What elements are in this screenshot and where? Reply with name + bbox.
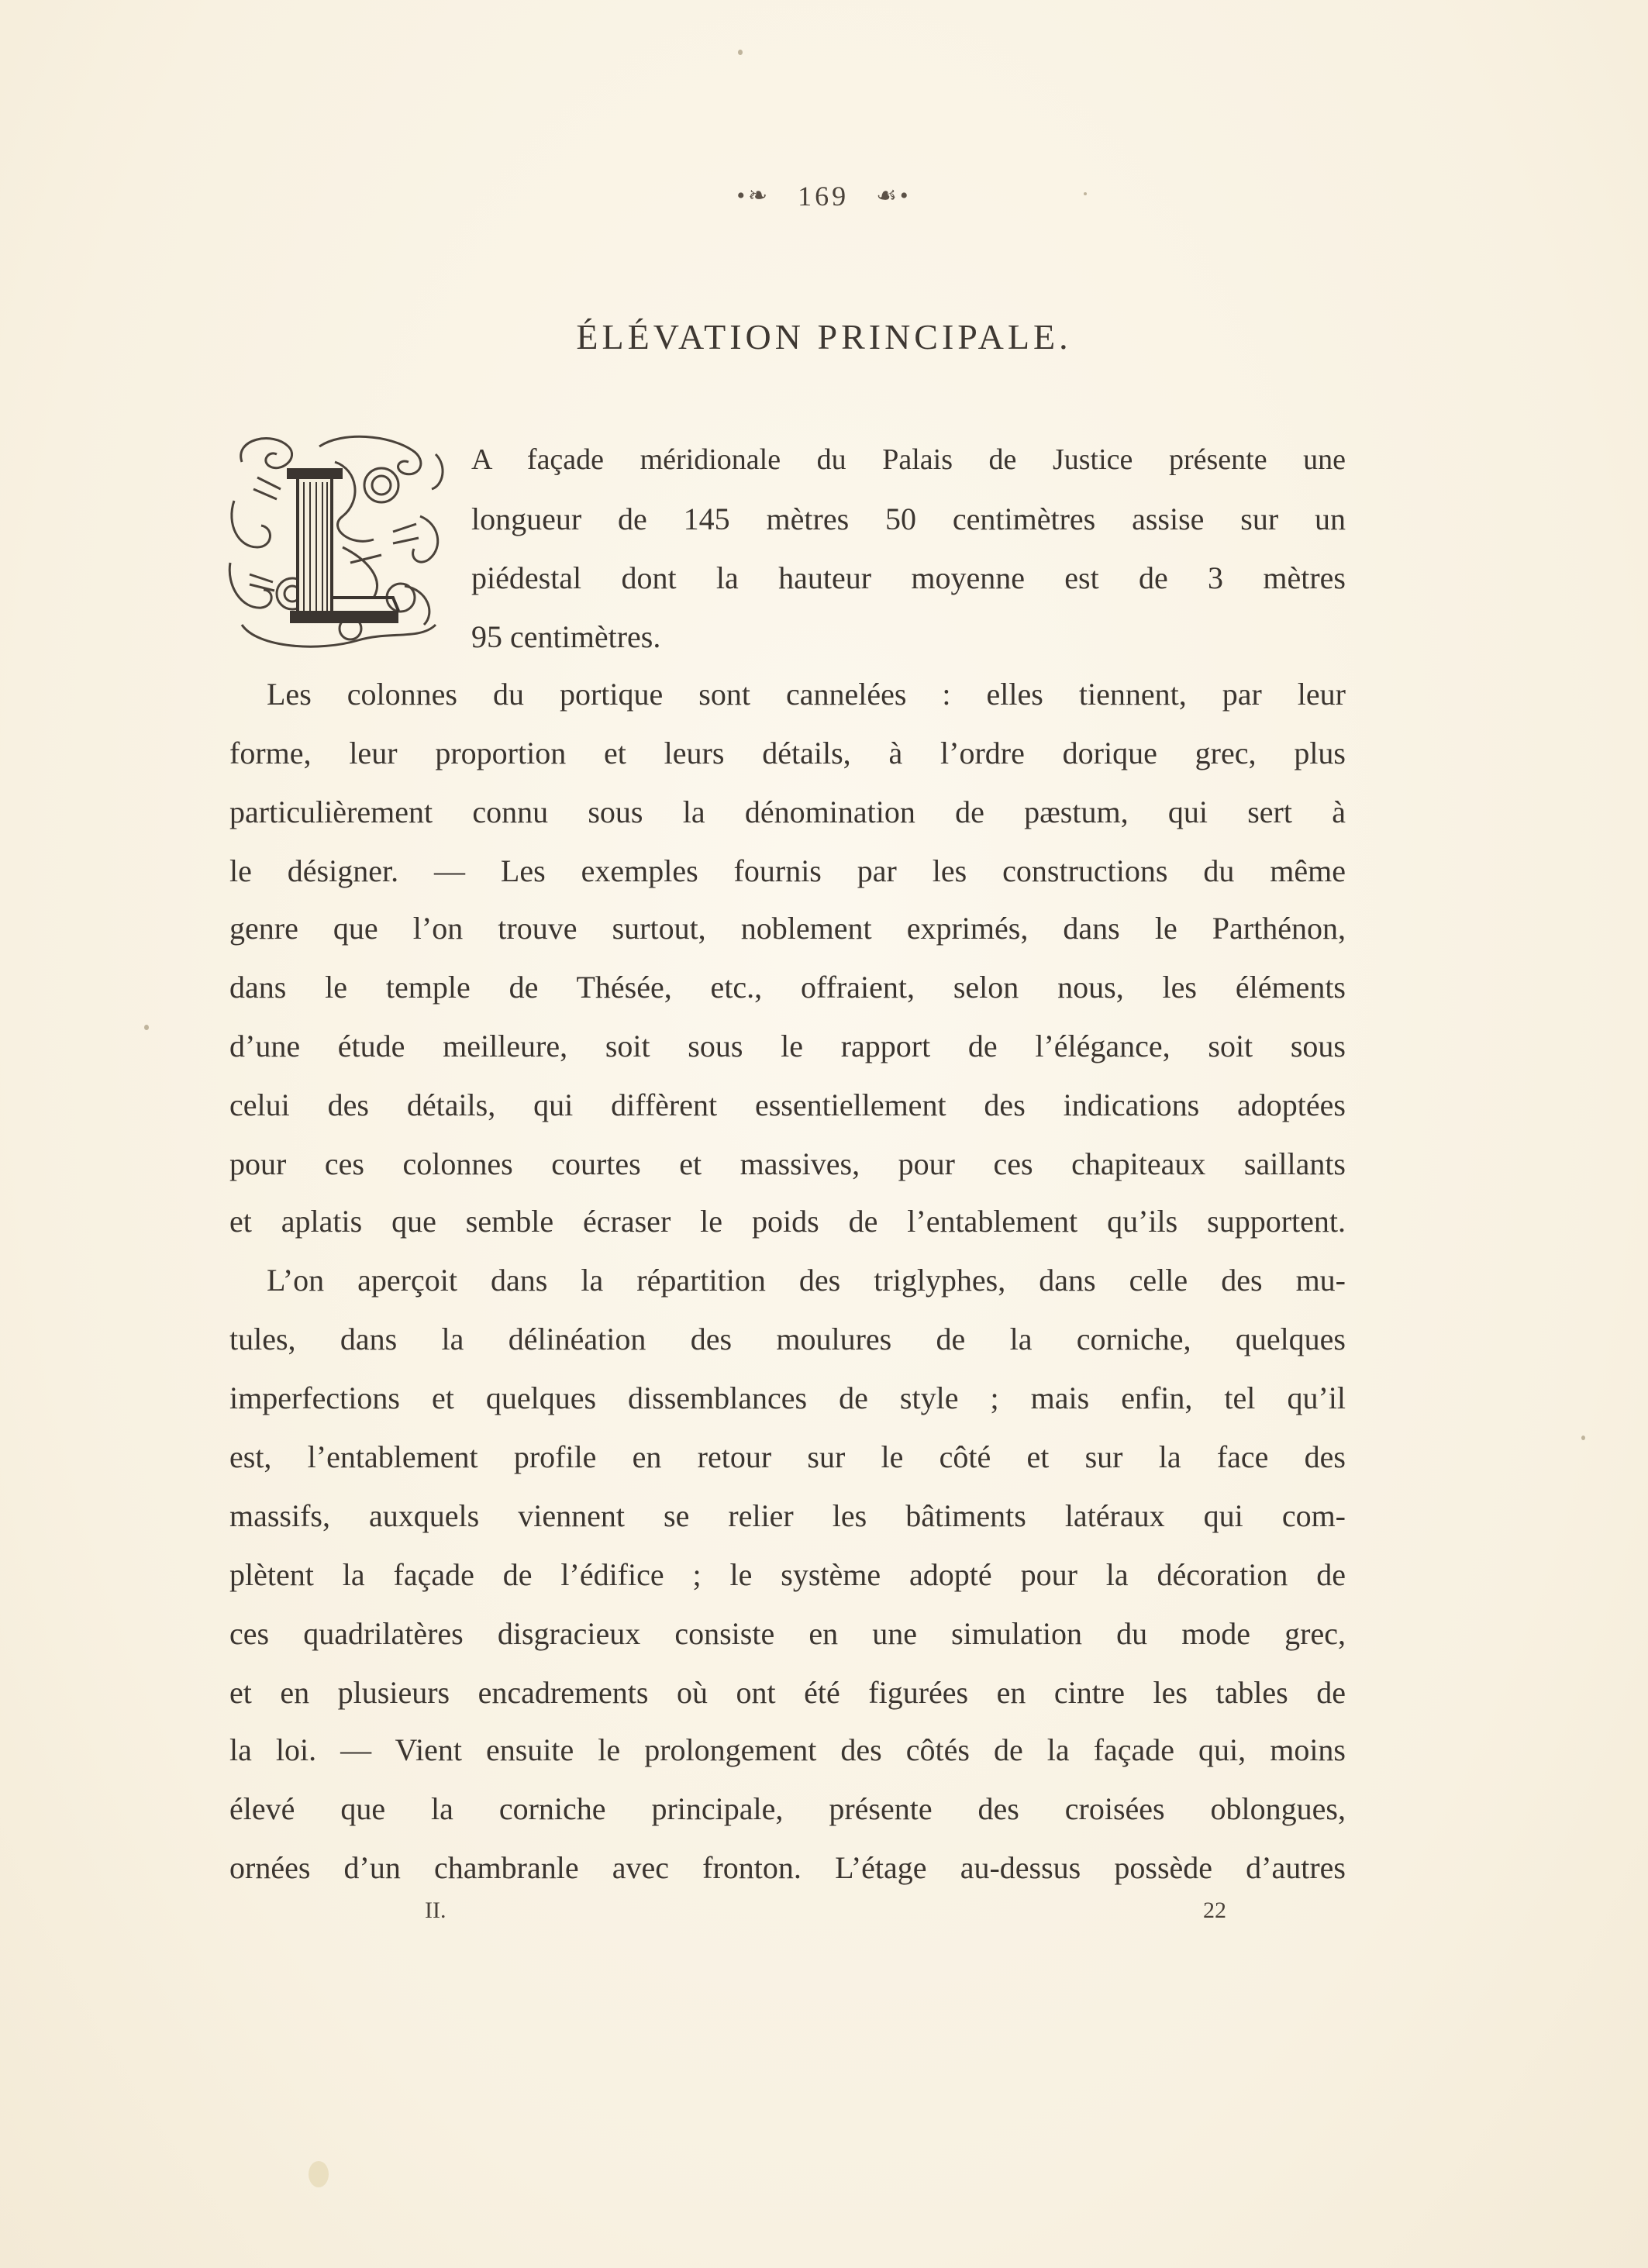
text-line: Les colonnes du portique sont cannelées : elles tiennent, par leur <box>267 677 1346 712</box>
text-line: particulièrement connu sous la dénomination de pæstum, qui sert à <box>229 794 1346 829</box>
text-line: élevé que la corniche principale, présente des croisées oblongues, <box>229 1791 1346 1826</box>
initial-letter-stem <box>287 468 398 623</box>
text-line: la loi. — Vient ensuite le prolongement des côtés de la façade qui, moins <box>229 1732 1346 1767</box>
paper-stain <box>309 2161 329 2187</box>
text-line: plètent la façade de l’édifice ; le système adopté pour la décoration de <box>229 1557 1346 1592</box>
ornament-right-icon: ☙• <box>876 183 912 209</box>
ornament-left-icon: •❧ <box>736 183 771 209</box>
text-line: piédestal dont la hauteur moyenne est de 3 mètres <box>471 560 1346 595</box>
text-line: et aplatis que semble écraser le poids de l’entablement qu’ils supportent. <box>229 1204 1346 1239</box>
paper-speck <box>1581 1436 1585 1440</box>
text-line: ornées d’un chambranle avec fronton. L’étage au-dessus possède d’autres <box>229 1850 1346 1885</box>
chapter-title: ÉLÉVATION PRINCIPALE. <box>576 317 1072 357</box>
text-line: longueur de 145 mètres 50 centimètres assise sur un <box>471 502 1346 536</box>
text-line: pour ces colonnes courtes et massives, pour ces chapiteaux saillants <box>229 1146 1346 1181</box>
text-line: dans le temple de Thésée, etc., offraient, selon nous, les éléments <box>229 970 1346 1005</box>
text-line: tules, dans la délinéation des moulures de la corniche, quelques <box>229 1322 1346 1356</box>
text-line: d’une étude meilleure, soit sous le rapport de l’élégance, soit sous <box>229 1029 1346 1063</box>
text-line: forme, leur proportion et leurs détails, à l’ordre dorique grec, plus <box>229 736 1346 770</box>
text-line: le désigner. — Les exemples fournis par les constructions du même <box>229 853 1346 888</box>
text-line: genre que l’on trouve surtout, noblement exprimés, dans le Parthénon, <box>229 911 1346 946</box>
signature-mark: II. <box>425 1897 446 1923</box>
paper-speck <box>144 1025 149 1030</box>
ornamental-initial-L-icon <box>226 431 453 653</box>
text-line: 95 centimètres. <box>471 619 661 654</box>
text-line: et en plusieurs encadrements où ont été figurées en cintre les tables de <box>229 1675 1346 1710</box>
text-line: celui des détails, qui diffèrent essentiellement des indications adoptées <box>229 1087 1346 1122</box>
running-header <box>0 177 1648 212</box>
sheet-number: 22 <box>1203 1897 1226 1923</box>
paper-speck <box>738 50 743 55</box>
text-line: L’on aperçoit dans la répartition des triglyphes, dans celle des mu- <box>267 1263 1346 1298</box>
text-line: est, l’entablement profile en retour sur le côté et sur la face des <box>229 1439 1346 1474</box>
text-line: massifs, auxquels viennent se relier les bâtiments latéraux qui com- <box>229 1498 1346 1533</box>
page-number: 169 <box>798 180 850 212</box>
text-line: ces quadrilatères disgracieux consiste en une simulation du mode grec, <box>229 1616 1346 1651</box>
text-line: imperfections et quelques dissemblances de style ; mais enfin, tel qu’il <box>229 1380 1346 1415</box>
text-line: A façade méridionale du Palais de Justice présente une <box>471 443 1346 476</box>
